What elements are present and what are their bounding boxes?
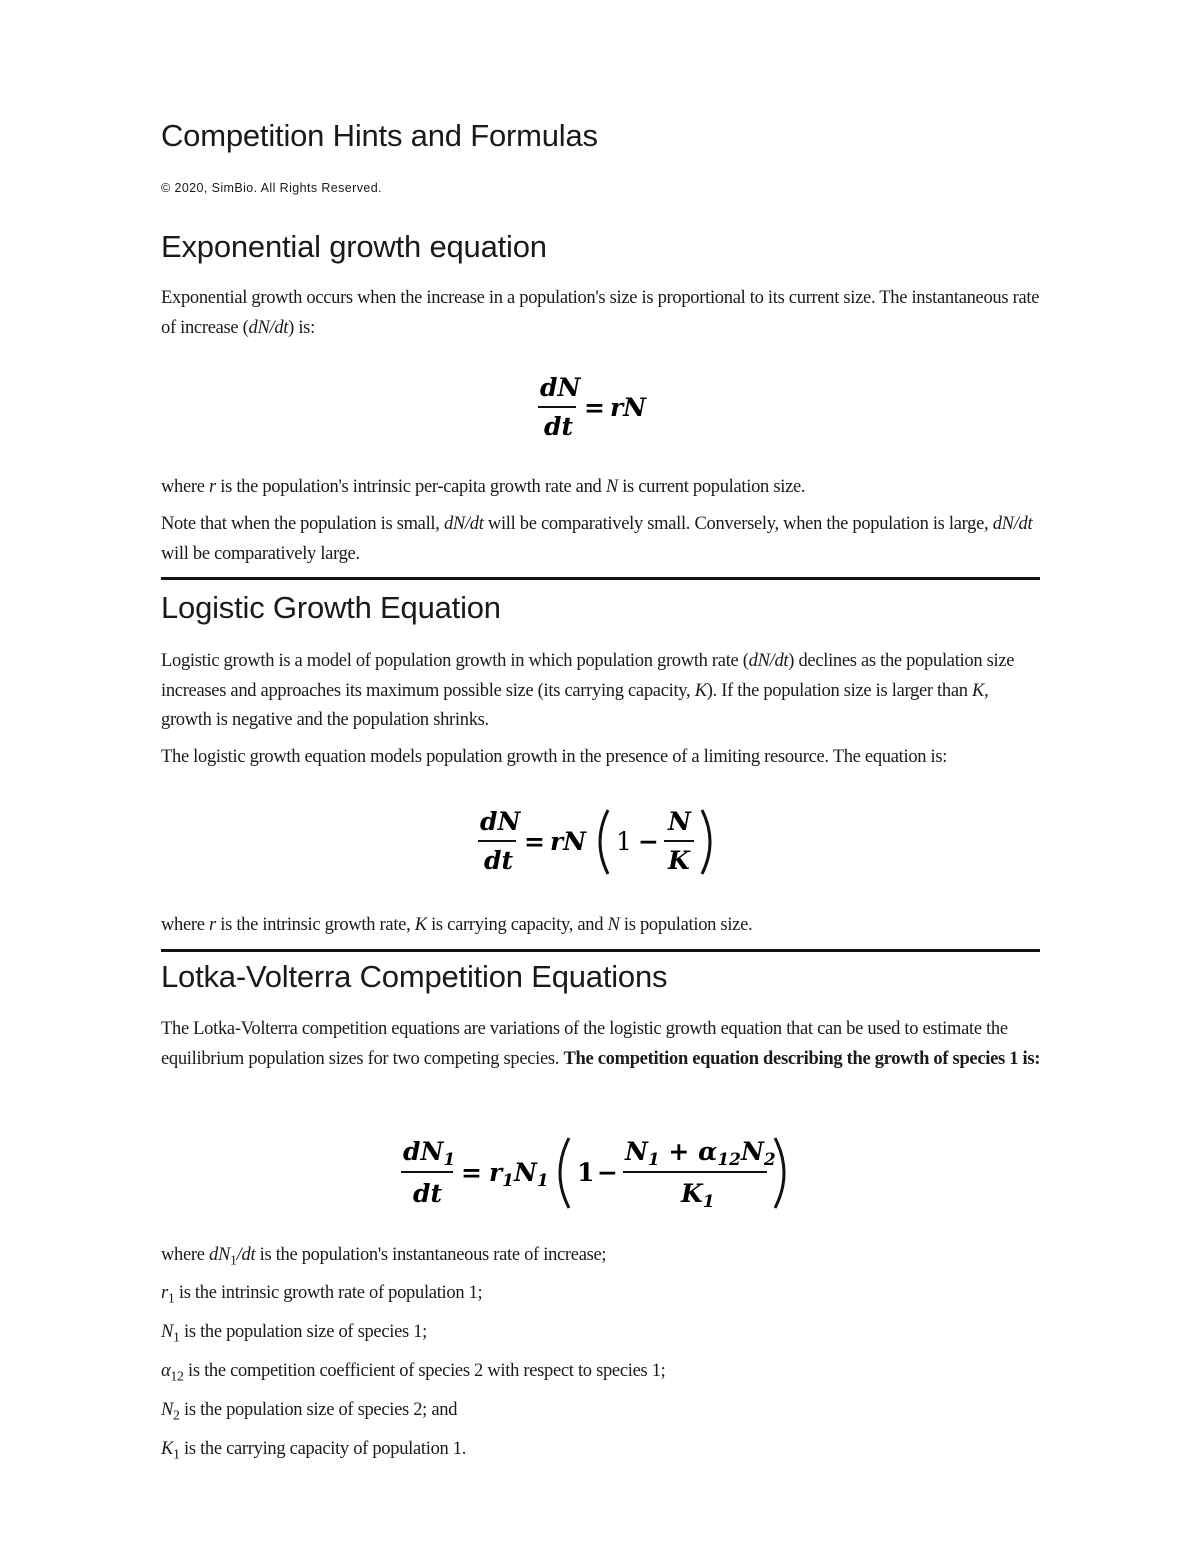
logistic-where: where r is the intrinsic growth rate, K is carrying capacity, and N is population size.	[161, 915, 753, 935]
svg-text:=: =	[460, 1158, 482, 1187]
definition-item: $r_1$ is the intrinsic growth rate of population 1;	[161, 1283, 483, 1307]
section-divider	[161, 577, 1040, 580]
svg-text:dt: dt	[483, 846, 513, 875]
logistic-paragraph-1: Logistic growth is a model of population growth in which population growth rate (dN/dt) declines as the population size increases and approaches its maximum possible size (its carrying capacity, K). If the population size is larger than K, growth is negative and the population shrinks.	[161, 651, 1015, 730]
heading-lotka-volterra: Lotka-Volterra Competition Equations	[161, 959, 668, 994]
svg-text:1: 1	[576, 1158, 594, 1187]
logistic-paragraph-2: The logistic growth equation models population growth in the presence of a limiting resource. The equation is:	[161, 747, 948, 767]
svg-text:1: 1	[615, 827, 632, 856]
svg-text:−: −	[637, 827, 659, 856]
copyright-notice: © 2020, SimBio. All Rights Reserved.	[161, 181, 382, 195]
lotka-volterra-formula	[401, 1132, 801, 1214]
svg-text:rN: rN	[609, 393, 646, 422]
svg-text:dN1: $dN_1$	[402, 1137, 455, 1170]
exponential-equation	[161, 372, 1040, 444]
svg-text:N: N	[667, 807, 691, 836]
svg-text:K1: $K_1$	[680, 1179, 715, 1212]
svg-text:r1N1: $r_1N_1$	[488, 1158, 549, 1191]
exponential-note: Note that when the population is small, dN/dt will be comparatively small. Conversely, when the population is large, dN/dt will be comparatively large.	[161, 514, 1033, 564]
exponential-formula	[536, 372, 666, 444]
exponential-intro: Exponential growth occurs when the increase in a population's size is proportional to its current size. The instantaneous rate of increase (dN/dt) is:	[161, 288, 1040, 338]
definition-item: $\alpha_{12}$ is the competition coefficient of species 2 with respect to species 1;	[161, 1361, 666, 1385]
lotka-volterra-equation	[161, 1132, 1040, 1214]
svg-text:dN: dN	[539, 373, 580, 402]
lotka-paragraph: The Lotka-Volterra competition equations are variations of the logistic growth equation that can be used to estimate the equilibrium population sizes for two competing species. The competition equation describing the growth of species 1 is:	[161, 1019, 1041, 1069]
section-divider	[161, 949, 1040, 952]
definition-item: $N_1$ is the population size of species 1;	[161, 1322, 428, 1346]
svg-text:rN: rN	[549, 827, 586, 856]
heading-exponential: Exponential growth equation	[161, 229, 547, 264]
svg-text:=: =	[523, 827, 545, 856]
svg-text:=: =	[583, 393, 605, 422]
svg-text:N1 + α12N2: $N_1 + \alpha_{12}N_2$	[624, 1137, 776, 1170]
definition-item: where $dN_1/dt$ is the population's instantaneous rate of increase;	[161, 1245, 607, 1269]
svg-text:−: −	[596, 1158, 618, 1187]
definition-item: $N_2$ is the population size of species 2; and	[161, 1400, 458, 1424]
page-title: Competition Hints and Formulas	[161, 118, 598, 153]
logistic-equation	[161, 804, 1040, 880]
definition-item: $K_1$ is the carrying capacity of population 1.	[161, 1439, 467, 1463]
logistic-formula	[476, 804, 726, 880]
svg-text:dN: dN	[479, 807, 520, 836]
exponential-where: where r is the population's intrinsic per-capita growth rate and N is current population size.	[161, 477, 806, 497]
svg-text:dt: dt	[543, 412, 573, 441]
svg-text:dt: dt	[412, 1179, 442, 1208]
svg-text:K: K	[667, 846, 690, 875]
heading-logistic: Logistic Growth Equation	[161, 590, 501, 625]
